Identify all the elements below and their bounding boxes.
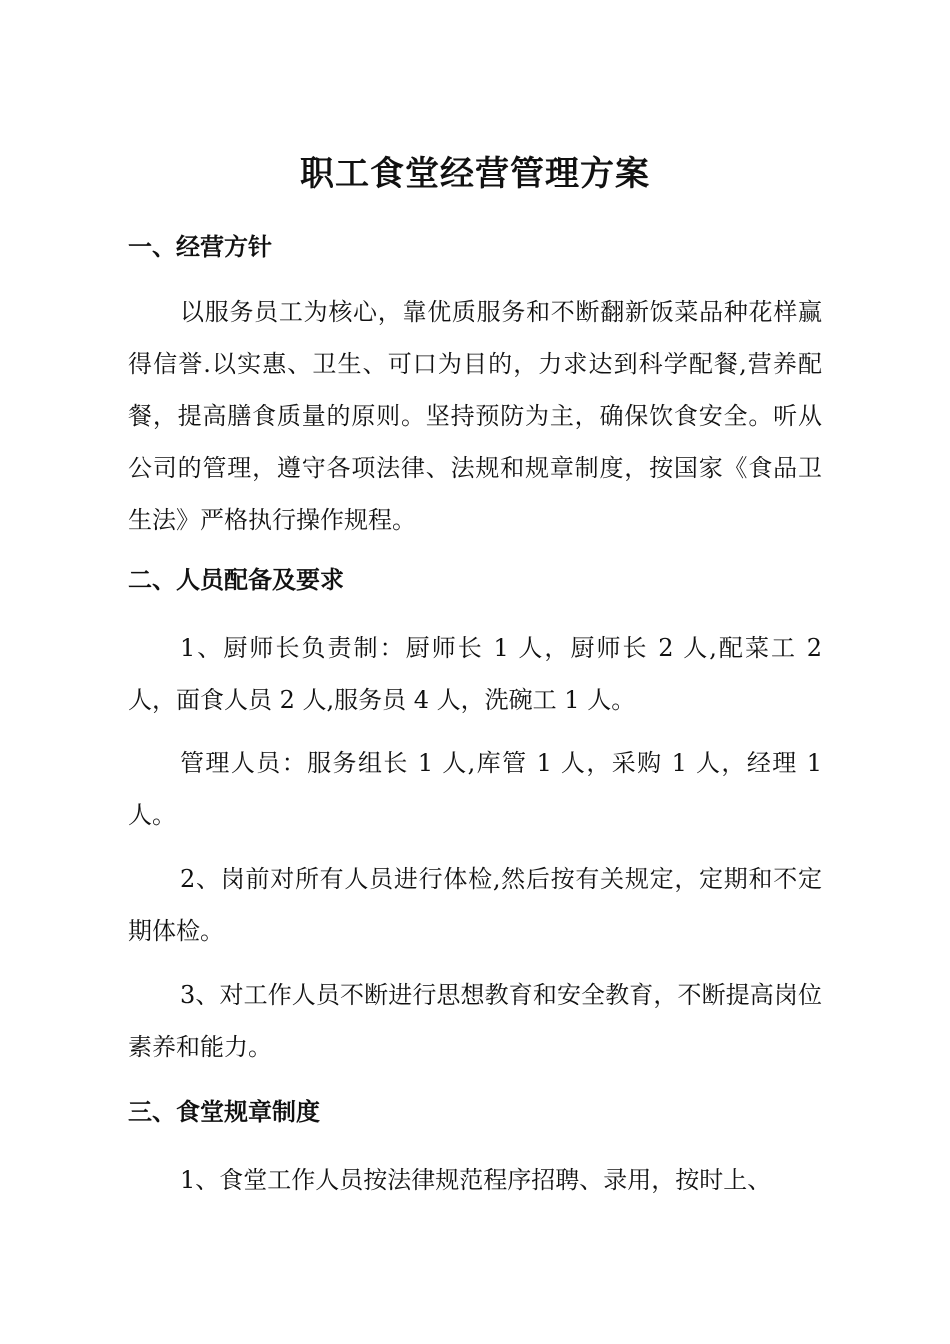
document-title: 职工食堂经营管理方案 xyxy=(300,154,650,194)
paragraph: 3、对工作人员不断进行思想教育和安全教育，不断提高岗位素养和能力。 xyxy=(128,981,822,1061)
section-heading: 三、食堂规章制度 xyxy=(128,1097,320,1126)
paragraph: 以服务员工为核心，靠优质服务和不断翻新饭菜品种花样赢得信誉.以实惠、卫生、可口为目的，力求达到科学配餐,营养配餐，提高膳食质量的原则。坚持预防为主，确保饮食安全。听从公司的管理，遵守各项法律、法规和规章制度，按国家《食品卫生法》严格执行操作规程。 xyxy=(128,298,822,534)
paragraph: 1、厨师长负责制：厨师长 1 人，厨师长 2 人,配菜工 2 人，面食人员 2 人,服务员 4 人，洗碗工 1 人。 xyxy=(128,634,822,714)
section-heading: 一、经营方针 xyxy=(128,232,272,261)
section-heading: 二、人员配备及要求 xyxy=(128,565,344,594)
paragraph: 2、岗前对所有人员进行体检,然后按有关规定，定期和不定期体检。 xyxy=(128,865,822,945)
paragraph: 1、食堂工作人员按法律规范程序招聘、录用，按时上、 xyxy=(180,1166,772,1194)
paragraph: 管理人员：服务组长 1 人,库管 1 人，采购 1 人，经理 1 人。 xyxy=(128,749,822,829)
